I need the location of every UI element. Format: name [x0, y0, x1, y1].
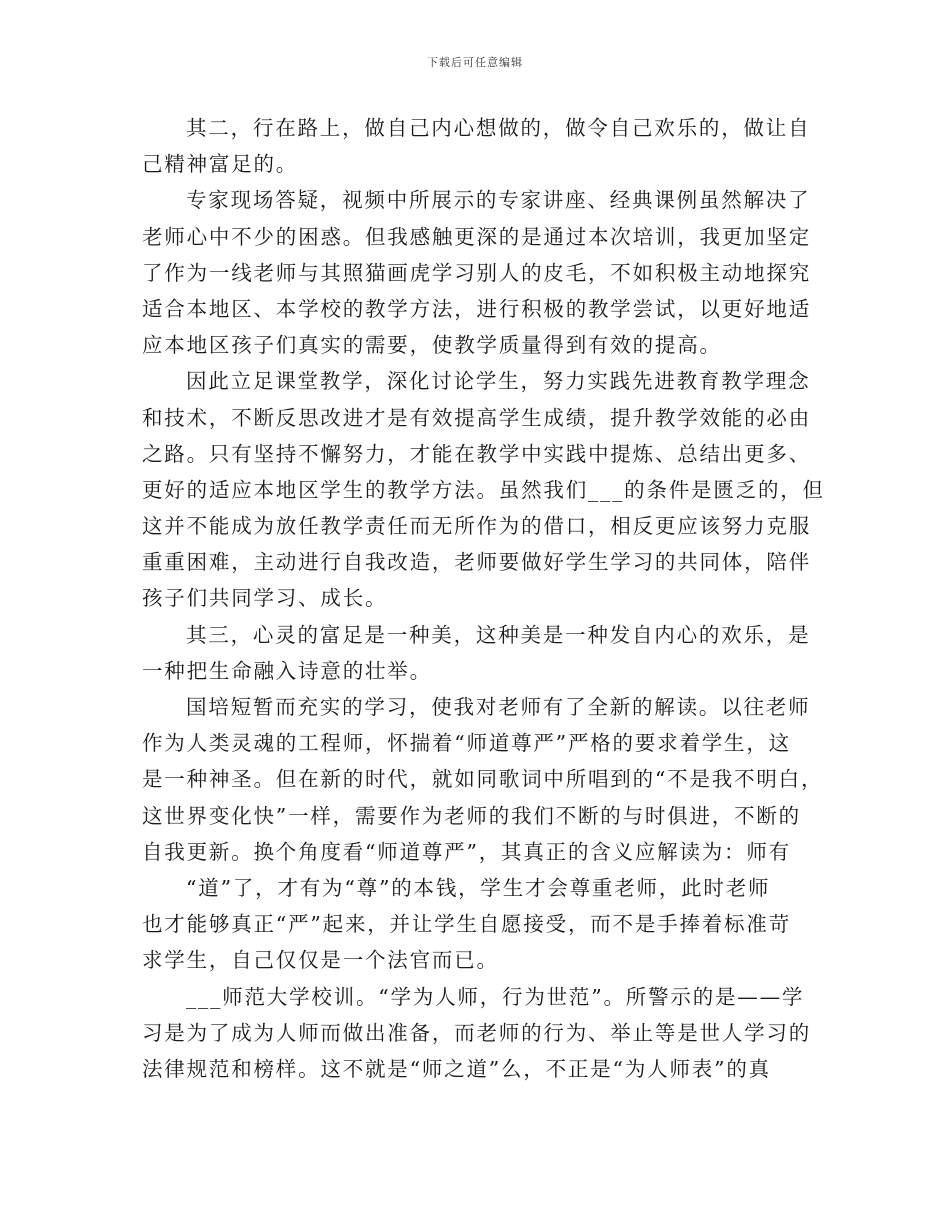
text-line: 自我更新。换个角度看“师道尊严”，其真正的含义应解读为：师有: [142, 839, 791, 864]
text-line: 习是为了成为人师而做出准备，而老师的行为、举止等是世人学习的: [142, 1020, 811, 1045]
text-line: 专家现场答疑，视频中所展示的专家讲座、经典课例虽然解决了: [186, 188, 811, 213]
page-header: 下载后可任意编辑: [427, 56, 523, 69]
paragraph-5: [142, 689, 824, 870]
text-line: 法律规范和榜样。这不就是“师之道”么，不正是“为人师表”的真: [142, 1056, 771, 1081]
text-line: 重重困难，主动进行自我改造，老师要做好学生学习的共同体，陪伴: [142, 550, 811, 575]
text-line: 己精神富足的。: [142, 152, 299, 177]
text-line: 也才能够真正“严”起来，并让学生自愿接受，而不是手捧着标准苛: [142, 912, 791, 937]
paragraph-6: [142, 870, 812, 979]
text-line: 一种把生命融入诗意的壮举。: [142, 658, 432, 683]
text-line: 孩子们共同学习、成长。: [142, 586, 388, 611]
text-line: 这并不能成为放任教学责任而无所作为的借口，相反更应该努力克服: [142, 514, 811, 539]
text-line: 适合本地区、本学校的教学方法，进行积极的教学尝试，以更好地适: [142, 296, 811, 321]
text-line: 其三，心灵的富足是一种美，这种美是一种发自内心的欢乐，是: [186, 622, 811, 647]
text-line: 了作为一线老师与其照猫画虎学习别人的皮毛，不如积极主动地探究: [142, 260, 811, 285]
text-line: 这世界变化快”一样，需要作为老师的我们不断的与时俱进，不断的: [142, 803, 801, 828]
paragraph-1: [142, 110, 812, 182]
text-line: 和技术，不断反思改进才是有效提高学生成绩，提升教学效能的必由: [142, 405, 811, 430]
paragraph-7: [142, 979, 812, 1088]
paragraph-2: [142, 182, 812, 363]
text-line: 应本地区孩子们真实的需要，使教学质量得到有效的提高。: [142, 333, 722, 358]
text-line: 之路。只有坚持不懈努力，才能在教学中实践中提炼、总结出更多、: [142, 441, 811, 466]
text-line: 国培短暂而充实的学习，使我对老师有了全新的解读。以往老师: [186, 695, 811, 719]
text-line: “道”了，才有为“尊”的本钱，学生才会尊重老师，此时老师: [186, 875, 771, 900]
document-body: [142, 110, 825, 1087]
text-line: 更好的适应本地区学生的教学方法。虽然我们___的条件是匮乏的，但: [142, 477, 825, 502]
paragraph-4: [142, 617, 812, 689]
text-line: ___师范大学校训。“学为人师，行为世范”。所警示的是——学: [186, 984, 805, 1009]
text-line: 是一种神圣。但在新的时代，就如同歌词中所唱到的“不是我不明白，: [142, 767, 824, 792]
text-line: 其二，行在路上，做自己内心想做的，做令自己欢乐的，做让自: [186, 116, 811, 140]
text-line: 老师心中不少的困惑。但我感触更深的是通过本次培训，我更加坚定: [142, 224, 811, 249]
text-line: 作为人类灵魂的工程师，怀揣着“师道尊严”严格的要求着学生，这: [142, 731, 791, 756]
paragraph-3: [142, 363, 825, 616]
text-line: 求学生，自己仅仅是一个法官而已。: [142, 948, 499, 973]
text-line: 因此立足课堂教学，深化讨论学生，努力实践先进教育教学理念: [186, 369, 811, 394]
